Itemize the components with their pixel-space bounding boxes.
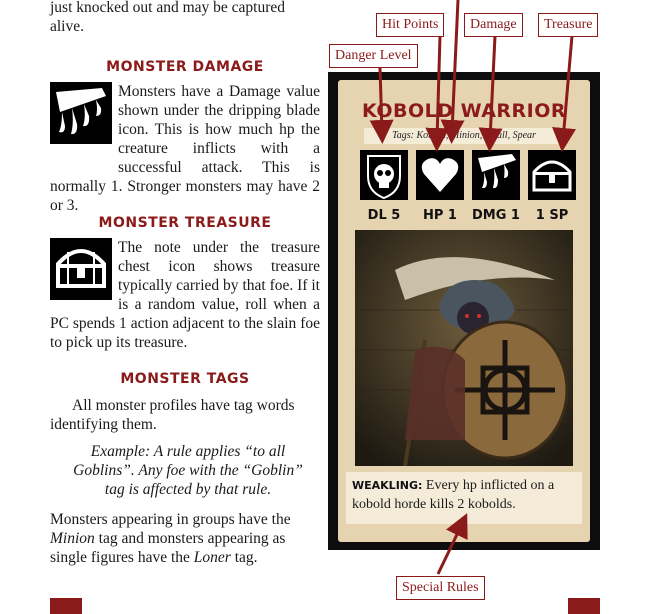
example-text: Example: A rule applies “to all Goblins”. Any foe with the “Goblin” tag is affected by that rule. (73, 443, 303, 498)
hit-points-callout: Hit Points (376, 13, 444, 37)
treasure-paragraph: The note under the treasure chest icon shows treasure typically carried by that foe. If it is a random value, roll when a PC spends 1 action adjacent to the slain foe to pick up its treasure. (50, 239, 320, 351)
card-title: KOBOLD WARRIOR (361, 100, 567, 122)
damage-callout: Damage (464, 13, 523, 37)
page-corner-ornament-right (568, 598, 600, 614)
special-rule-text: Every hp inflicted on a kobold horde kills 2 kobolds. (352, 478, 555, 512)
damage-value: DMG 1 (472, 208, 520, 223)
hit-points-value: HP 1 (423, 208, 457, 223)
special-rules-callout: Special Rules (396, 576, 485, 600)
treasure-value: 1 SP (535, 208, 569, 223)
tags-paragraph: All monster profiles have tag words identifying them. (50, 397, 295, 433)
card-tags: Tags: Kobold, Minion, Small, Spear (364, 128, 564, 144)
monster-tags-heading: MONSTER TAGS (120, 371, 250, 387)
monster-treasure-heading: MONSTER TREASURE (98, 215, 272, 231)
treasure-callout: Treasure (538, 13, 598, 37)
danger-level-value: DL 5 (367, 208, 401, 223)
page-corner-ornament-left (50, 598, 82, 614)
monster-damage-heading: MONSTER DAMAGE (106, 59, 264, 75)
groups-paragraph: Monsters appearing in groups have the Minion tag and monsters appearing as single figures have the Loner tag. (50, 511, 291, 566)
special-rule-name: WEAKLING: (352, 479, 423, 492)
damage-paragraph: Monsters have a Damage value shown under the dripping blade icon. This is how much hp the creature inflicts with a successful attack. This is normally 1. Stronger monsters may have 2 or 3. (50, 83, 320, 214)
intro-text: just knocked out and may be captured alive. (50, 0, 286, 35)
danger-level-callout: Danger Level (329, 44, 418, 68)
